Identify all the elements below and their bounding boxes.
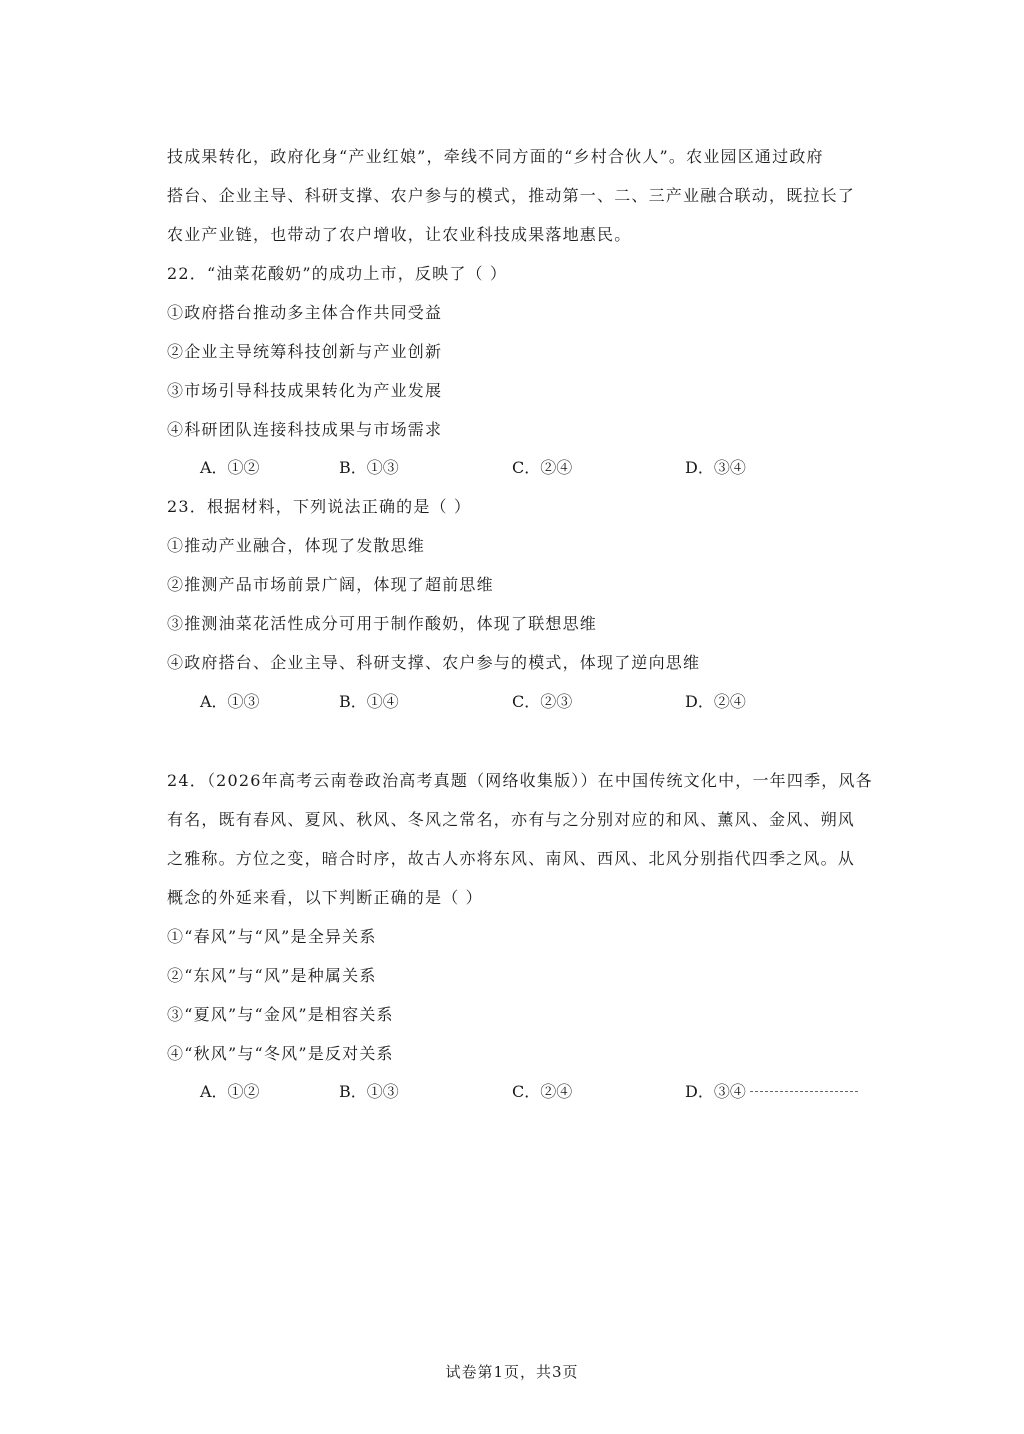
question-24-item: ①“春风”与“风”是全异关系 [167,927,377,946]
option-a: A．①② [200,1082,260,1101]
question-24-stem-line: 之雅称。方位之变，暗合时序，故古人亦将东风、南风、西风、北风分别指代四季之风。从 [167,849,856,868]
question-23-item: ①推动产业融合，体现了发散思维 [167,536,426,555]
option-b: B．①④ [339,692,399,711]
question-22-item: ③市场引导科技成果转化为产业发展 [167,381,443,400]
passage-line: 技成果转化，政府化身“产业红娘”，牵线不同方面的“乡村合伙人”。农业园区通过政府 [167,147,824,166]
question-22-options [200,458,880,478]
passage-line: 搭台、企业主导、科研支撑、农户参与的模式，推动第一、二、三产业融合联动，既拉长了 [167,186,856,205]
question-23-item: ②推测产品市场前景广阔，体现了超前思维 [167,575,494,594]
question-23-options [200,692,880,712]
question-24-item: ④“秋风”与“冬风”是反对关系 [167,1044,394,1063]
question-23-item: ③推测油菜花活性成分可用于制作酸奶，体现了联想思维 [167,614,598,633]
question-22-item: ④科研团队连接科技成果与市场需求 [167,420,443,439]
option-d: D．③④ [685,1082,746,1101]
question-24-stem-line: 有名，既有春风、夏风、秋风、冬风之常名，亦有与之分别对应的和风、薰风、金风、朔风 [167,810,856,829]
question-22-item: ①政府搭台推动多主体合作共同受益 [167,303,443,322]
question-24-item: ②“东风”与“风”是种属关系 [167,966,377,985]
question-24-stem-line: 24．（2026年高考云南卷政治高考真题（网络收集版））在中国传统文化中，一年四季，风各 [167,771,873,790]
option-d: D．②④ [685,692,746,711]
question-23-stem: 23．根据材料，下列说法正确的是（ ） [167,497,472,516]
dashed-separator [750,1091,858,1092]
option-c: C．②④ [512,458,573,477]
question-22-stem: 22．“油菜花酸奶”的成功上市，反映了（ ） [167,264,508,283]
option-a: A．①③ [200,692,260,711]
question-23-item: ④政府搭台、企业主导、科研支撑、农户参与的模式，体现了逆向思维 [167,653,701,672]
question-24-stem-line: 概念的外延来看，以下判断正确的是（ ） [167,888,483,907]
option-a: A．①② [200,458,260,477]
passage-line: 农业产业链，也带动了农户增收，让农业科技成果落地惠民。 [167,225,632,244]
option-b: B．①③ [339,1082,399,1101]
option-c: C．②③ [512,692,573,711]
question-24-options [200,1082,880,1102]
question-22-item: ②企业主导统筹科技创新与产业创新 [167,342,443,361]
question-24-item: ③“夏风”与“金风”是相容关系 [167,1005,394,1024]
option-d: D．③④ [685,458,746,477]
option-b: B．①③ [339,458,399,477]
page-footer: 试卷第1页，共3页 [445,1363,579,1381]
option-c: C．②④ [512,1082,573,1101]
